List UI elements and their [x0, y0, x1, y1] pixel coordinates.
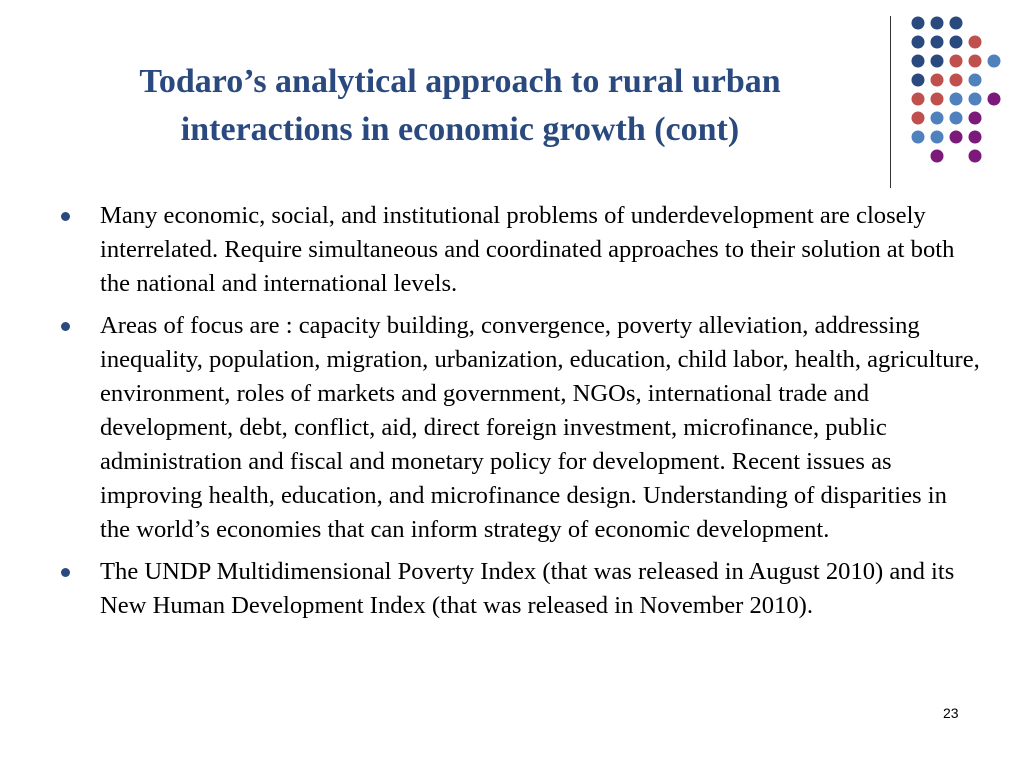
dot [950, 17, 963, 30]
dot [969, 36, 982, 49]
slide-number: 23 [943, 705, 959, 721]
dot [912, 131, 925, 144]
dot [931, 150, 944, 163]
dot [912, 93, 925, 106]
dot [969, 55, 982, 68]
title-line-2: interactions in economic growth (cont) [180, 111, 740, 148]
dot [931, 112, 944, 125]
dot [969, 131, 982, 144]
bullet-dot-icon [61, 212, 70, 221]
dot [912, 55, 925, 68]
dot [950, 55, 963, 68]
dot [950, 74, 963, 87]
dot [950, 112, 963, 125]
decorative-dot-grid [0, 0, 1024, 200]
dot [912, 17, 925, 30]
dot [950, 93, 963, 106]
dot [912, 36, 925, 49]
dot [969, 93, 982, 106]
dot [912, 74, 925, 87]
bullet-text: Areas of focus are : capacity building, convergence, poverty alleviation, addressing inequality, population, migration, urbanization, education, child labor, health, agriculture, environment, roles of markets and government, NGOs, international trade and development, debt, conflict, aid, direct foreign investment, microfinance, public administration and fiscal and monetary policy for development. Recent issues as improving health, education, and microfinance design. Understanding of disparities in the world’s economies that can inform strategy of economic development. [100, 312, 980, 543]
dot [950, 131, 963, 144]
bullet-text: The UNDP Multidimensional Poverty Index (that was released in August 2010) and its New Human Development Index (that was released in November 2010). [100, 558, 955, 619]
dot [931, 17, 944, 30]
bullet-item [60, 309, 980, 547]
bullet-dot-icon [61, 322, 70, 331]
bullet-dot-icon [61, 568, 70, 577]
bullet-item [60, 555, 980, 623]
dot [988, 55, 1001, 68]
dot [912, 112, 925, 125]
dot [931, 131, 944, 144]
dot [931, 93, 944, 106]
dot [969, 74, 982, 87]
dot [931, 74, 944, 87]
bullet-list [60, 199, 980, 631]
dot [969, 112, 982, 125]
title-line-1: Todaro’s analytical approach to rural urban [139, 63, 781, 100]
dot [969, 150, 982, 163]
bullet-text: Many economic, social, and institutional problems of underdevelopment are closely interrelated. Require simultaneous and coordinated approaches to their solution at both the national and international levels. [100, 202, 955, 297]
dot [988, 93, 1001, 106]
dot [931, 36, 944, 49]
bullet-item [60, 199, 980, 301]
dot [931, 55, 944, 68]
dot [950, 36, 963, 49]
